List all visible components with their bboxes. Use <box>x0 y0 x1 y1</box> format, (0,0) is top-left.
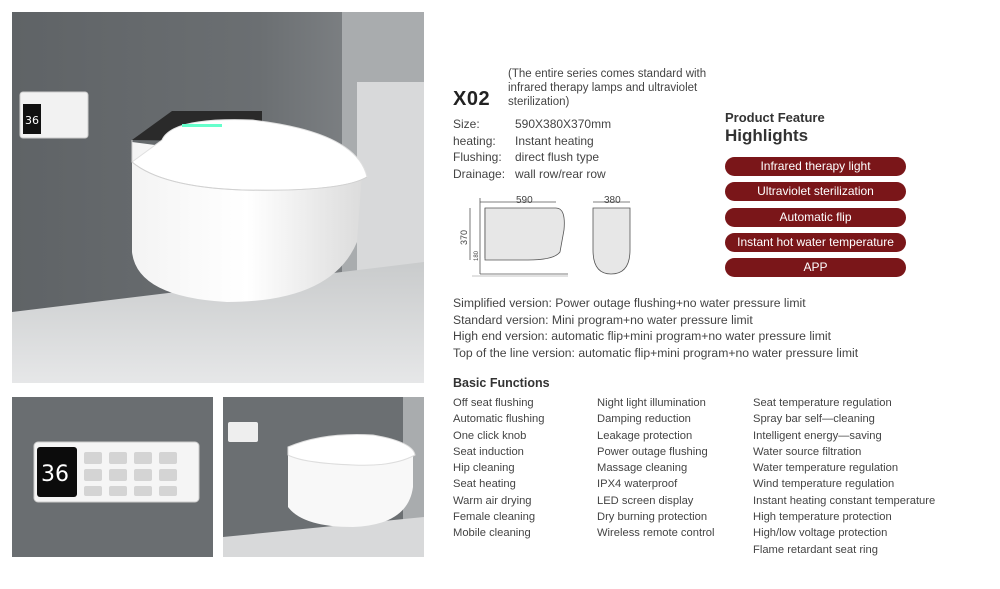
model-title: X02 <box>453 88 491 110</box>
model-note: (The entire series comes standard with infrared therapy lamps and ultraviolet sterilization) <box>508 68 707 108</box>
feature-pill: Ultraviolet sterilization <box>725 182 906 201</box>
function-item: Water source filtration <box>753 445 862 458</box>
function-item: Power outage flushing <box>597 445 708 458</box>
main-product-photo <box>12 12 424 383</box>
control-panel-image <box>12 397 213 557</box>
function-item: High/low voltage protection <box>753 527 888 540</box>
function-item: IPX4 waterproof <box>597 478 678 491</box>
spec-value: direct flush type <box>515 150 600 164</box>
control-panel-photo <box>12 397 213 557</box>
side-view-photo <box>223 397 424 557</box>
dim-height: 370 <box>459 229 469 245</box>
function-item: Dry burning protection <box>597 511 708 524</box>
function-item: Instant heating constant temperature <box>753 494 936 507</box>
function-item: Off seat flushing <box>453 397 534 409</box>
function-item: Hip cleaning <box>453 462 515 475</box>
function-item: Flame retardant seat ring <box>753 543 878 556</box>
version-line: Standard version: Mini program+no water pressure limit <box>453 312 753 327</box>
spec-list <box>453 117 611 183</box>
dim-small: 180 <box>474 250 480 261</box>
function-item: Wind temperature regulation <box>753 478 895 491</box>
function-item: Warm air drying <box>453 494 532 507</box>
function-column-2 <box>597 397 715 544</box>
function-item: Massage cleaning <box>597 462 688 475</box>
dim-width: 590 <box>516 195 533 206</box>
function-item: Leakage protection <box>597 429 693 442</box>
function-item: LED screen display <box>597 494 694 507</box>
function-column-1 <box>453 397 544 544</box>
side-view-toilet-image <box>223 397 424 557</box>
spec-key: Drainage: <box>453 166 506 181</box>
function-item: High temperature protection <box>753 511 892 524</box>
feature-pill: Automatic flip <box>725 208 906 227</box>
spec-value: Instant heating <box>515 133 594 148</box>
function-item: Mobile cleaning <box>453 527 531 540</box>
function-item: Automatic flushing <box>453 413 545 426</box>
wall-hung-toilet-image <box>12 12 424 383</box>
function-item: Seat heating <box>453 478 516 491</box>
function-item: Seat temperature regulation <box>753 397 892 409</box>
spec-row <box>453 150 611 167</box>
dimension-drawing <box>458 190 638 285</box>
version-line: Top of the line version: automatic flip+mini program+no water pressure limit <box>453 345 859 360</box>
function-item: Night light illumination <box>597 397 706 409</box>
spec-row <box>453 134 611 151</box>
basic-functions-title: Basic Functions <box>453 376 550 390</box>
function-item: Spray bar self—cleaning <box>753 413 875 426</box>
spec-row <box>453 167 611 184</box>
feature-pill: APP <box>725 258 906 277</box>
version-list <box>453 296 858 362</box>
feature-pill-list <box>725 157 906 283</box>
version-line: Simplified version: Power outage flushing+no water pressure limit <box>453 296 806 310</box>
feature-pill: Instant hot water temperature <box>725 233 906 252</box>
svg-text:36: 36 <box>41 462 69 487</box>
function-item: Water temperature regulation <box>753 462 899 475</box>
features-subtitle: Highlights <box>725 126 809 145</box>
version-line: High end version: automatic flip+mini program+no water pressure limit <box>453 329 831 343</box>
spec-key: Flushing: <box>453 150 502 164</box>
features-title: Product Feature <box>725 110 825 125</box>
function-column-3 <box>753 397 935 560</box>
spec-row <box>453 117 611 134</box>
dimension-diagram <box>458 190 638 285</box>
svg-text:36: 36 <box>25 114 39 127</box>
dim-depth: 380 <box>604 195 621 206</box>
spec-value: 590X380X370mm <box>515 117 612 131</box>
spec-key: heating: <box>453 133 496 148</box>
feature-pill: Infrared therapy light <box>725 157 906 176</box>
function-item: Wireless remote control <box>597 527 715 540</box>
function-item: Female cleaning <box>453 511 536 524</box>
spec-key: Size: <box>453 117 480 131</box>
function-item: Seat induction <box>453 445 524 458</box>
spec-value: wall row/rear row <box>515 166 606 181</box>
function-item: One click knob <box>453 429 527 442</box>
function-item: Intelligent energy—saving <box>753 429 882 442</box>
function-item: Damping reduction <box>597 413 691 426</box>
